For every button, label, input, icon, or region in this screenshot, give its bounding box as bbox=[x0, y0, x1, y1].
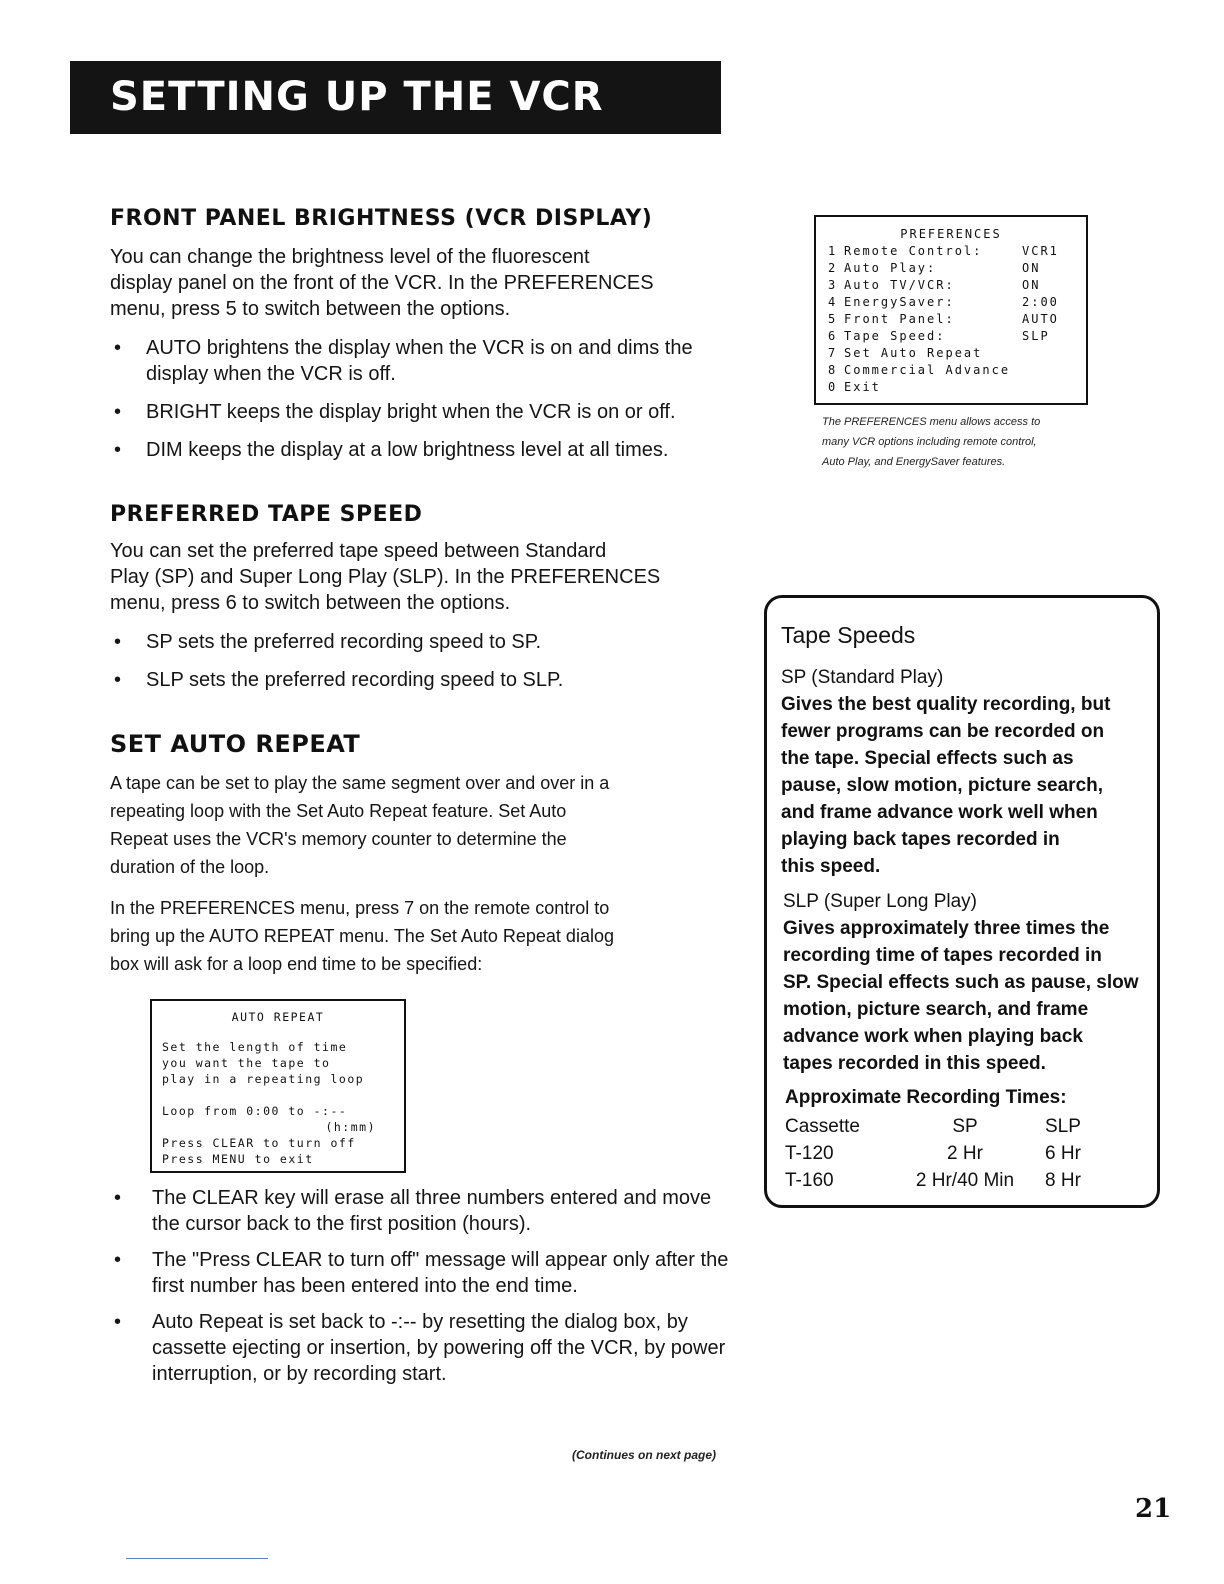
preferences-item-label: Auto TV/VCR: bbox=[844, 278, 955, 292]
auto-repeat-menu-title: AUTO REPEAT bbox=[231, 1010, 325, 1024]
preferences-item-num: 3 bbox=[828, 278, 838, 292]
recording-times-heading: Approximate Recording Times: bbox=[785, 1087, 1067, 1108]
bullet-item: • AUTO brightens the display when the VCR is on and dims the display when the VCR is off. bbox=[110, 335, 706, 387]
preferences-item-label: Commercial Advance bbox=[844, 363, 1011, 377]
preferences-menu-item bbox=[816, 379, 1086, 396]
text-line: You can change the brightness level of the fluorescent bbox=[110, 246, 590, 268]
sp-block bbox=[781, 664, 1141, 880]
text-line: display panel on the front of the VCR. In the PREFERENCES bbox=[110, 272, 654, 294]
slp-heading: SLP (Super Long Play) bbox=[783, 891, 977, 912]
preferences-menu-item bbox=[816, 345, 1086, 362]
preferences-item-num: 2 bbox=[828, 261, 838, 275]
text-line: tapes recorded in this speed. bbox=[783, 1053, 1046, 1074]
front-panel-bullets bbox=[110, 335, 740, 475]
text-line: duration of the loop. bbox=[110, 857, 270, 877]
preferences-item-value: ON bbox=[1022, 278, 1041, 292]
bullet-item: • DIM keeps the display at a low brightness level at all times. bbox=[110, 437, 740, 463]
text-line: You can set the preferred tape speed between Standard bbox=[110, 540, 607, 562]
preferences-menu-item bbox=[816, 311, 1086, 328]
text-line: Repeat uses the VCR's memory counter to determine the bbox=[110, 829, 567, 849]
text-line: motion, picture search, and frame bbox=[783, 999, 1089, 1020]
preferences-item-label: EnergySaver: bbox=[844, 295, 955, 309]
preferences-item-value: VCR1 bbox=[1022, 244, 1059, 258]
continues-note: (Continues on next page) bbox=[572, 1448, 716, 1462]
tape-speed-intro bbox=[110, 538, 660, 616]
preferences-caption bbox=[822, 412, 1072, 472]
front-panel-heading: FRONT PANEL BRIGHTNESS (VCR DISPLAY) bbox=[110, 206, 653, 231]
recording-times-table bbox=[785, 1113, 1115, 1194]
table-cell: T-120 bbox=[785, 1143, 834, 1164]
text-line: pause, slow motion, picture search, bbox=[781, 775, 1104, 796]
table-cell: T-160 bbox=[785, 1170, 834, 1191]
bullet-item: • The "Press CLEAR to turn off" message will appear only after the first number has been entered into the end time. bbox=[110, 1247, 742, 1299]
bullet-item: • The CLEAR key will erase all three numbers entered and move the cursor back to the first position (hours). bbox=[110, 1185, 740, 1237]
preferences-item-label: Set Auto Repeat bbox=[844, 346, 983, 360]
preferences-menu-item bbox=[816, 328, 1086, 345]
tape-speeds-sidebar bbox=[764, 595, 1160, 1208]
unit-line: (h:mm) bbox=[325, 1120, 376, 1134]
text-line: In the PREFERENCES menu, press 7 on the remote control to bbox=[110, 898, 610, 918]
bullet-item: • Auto Repeat is set back to -:-- by resetting the dialog box, by cassette ejecting or insertion, by powering off the VCR, by power interruption, or by recording start. bbox=[110, 1309, 742, 1387]
text-line: Gives approximately three times the bbox=[783, 918, 1110, 939]
preferences-item-num: 7 bbox=[828, 346, 838, 360]
preferences-menu-item bbox=[816, 243, 1086, 260]
sidebar-title: Tape Speeds bbox=[781, 622, 916, 648]
menu-line: you want the tape to bbox=[162, 1056, 331, 1070]
caption-line: many VCR options including remote control, bbox=[822, 436, 1037, 448]
menu-line: Set the length of time bbox=[162, 1040, 348, 1054]
bullet-item: • BRIGHT keeps the display bright when the VCR is on or off. bbox=[110, 399, 740, 425]
preferences-menu-item bbox=[816, 277, 1086, 294]
preferences-item-num: 0 bbox=[828, 380, 838, 394]
table-header-cell: Cassette bbox=[785, 1116, 860, 1137]
preferences-menu-title: PREFERENCES bbox=[900, 227, 1002, 241]
menu-line: play in a repeating loop bbox=[162, 1072, 365, 1086]
text-line: Play (SP) and Super Long Play (SLP). In the PREFERENCES bbox=[110, 566, 661, 588]
text-line: advance work when playing back bbox=[783, 1026, 1083, 1047]
preferences-item-value: AUTO bbox=[1022, 312, 1059, 326]
text-line: repeating loop with the Set Auto Repeat feature. Set Auto bbox=[110, 801, 567, 821]
text-line: menu, press 5 to switch between the options. bbox=[110, 298, 511, 320]
text-line: Gives the best quality recording, but bbox=[781, 694, 1111, 715]
text-line: and frame advance work well when bbox=[781, 802, 1098, 823]
text-line: bring up the AUTO REPEAT menu. The Set Auto Repeat dialog bbox=[110, 926, 614, 946]
text-line: A tape can be set to play the same segment over and over in a bbox=[110, 773, 610, 793]
clear-line: Press CLEAR to turn off bbox=[162, 1136, 356, 1150]
table-cell: 2 Hr bbox=[947, 1143, 983, 1164]
preferences-menu-item bbox=[816, 362, 1086, 379]
preferences-item-label: Auto Play: bbox=[844, 261, 937, 275]
page-number: 21 bbox=[1135, 1494, 1172, 1524]
bullet-item: • SLP sets the preferred recording speed to SLP. bbox=[110, 667, 710, 693]
preferences-menu-screen bbox=[814, 215, 1088, 405]
page-title-banner: SETTING UP THE VCR bbox=[70, 61, 721, 134]
table-row bbox=[785, 1140, 1115, 1167]
auto-repeat-heading: SET AUTO REPEAT bbox=[110, 730, 361, 758]
decorative-rule bbox=[126, 1558, 268, 1559]
table-cell: 6 Hr bbox=[1045, 1143, 1081, 1164]
table-header-row bbox=[785, 1113, 1115, 1140]
front-panel-intro bbox=[110, 244, 654, 322]
table-header-cell: SLP bbox=[1045, 1116, 1081, 1137]
preferences-item-value: SLP bbox=[1022, 329, 1050, 343]
preferences-menu-item bbox=[816, 260, 1086, 277]
preferences-item-value: 2:00 bbox=[1022, 295, 1059, 309]
text-line: the tape. Special effects such as bbox=[781, 748, 1074, 769]
preferences-item-num: 5 bbox=[828, 312, 838, 326]
table-cell: 8 Hr bbox=[1045, 1170, 1081, 1191]
table-cell: 2 Hr/40 Min bbox=[915, 1170, 1015, 1191]
preferences-item-num: 1 bbox=[828, 244, 838, 258]
preferences-item-label: Exit bbox=[844, 380, 881, 394]
preferences-item-label: Front Panel: bbox=[844, 312, 955, 326]
menu-exit-line: Press MENU to exit bbox=[162, 1152, 314, 1166]
preferences-item-label: Remote Control: bbox=[844, 244, 983, 258]
preferences-item-label: Tape Speed: bbox=[844, 329, 946, 343]
preferences-item-num: 8 bbox=[828, 363, 838, 377]
text-line: SP. Special effects such as pause, slow bbox=[783, 972, 1139, 993]
preferences-item-value: ON bbox=[1022, 261, 1041, 275]
tape-speed-heading: PREFERRED TAPE SPEED bbox=[110, 502, 423, 527]
recording-times bbox=[785, 1084, 1115, 1194]
auto-repeat-para1 bbox=[110, 769, 609, 881]
sp-heading: SP (Standard Play) bbox=[781, 667, 944, 688]
text-line: menu, press 6 to switch between the options. bbox=[110, 592, 511, 614]
text-line: this speed. bbox=[781, 856, 881, 877]
auto-repeat-menu-screen bbox=[150, 999, 406, 1173]
text-line: fewer programs can be recorded on bbox=[781, 721, 1105, 742]
auto-repeat-bullets bbox=[110, 1185, 740, 1397]
auto-repeat-para2 bbox=[110, 894, 614, 978]
bullet-item: • SP sets the preferred recording speed to SP. bbox=[110, 629, 710, 655]
text-line: playing back tapes recorded in bbox=[781, 829, 1060, 850]
loop-line: Loop from 0:00 to -:-- bbox=[162, 1104, 348, 1118]
slp-block bbox=[783, 888, 1143, 1077]
preferences-item-num: 6 bbox=[828, 329, 838, 343]
preferences-menu-item bbox=[816, 294, 1086, 311]
caption-line: Auto Play, and EnergySaver features. bbox=[822, 456, 1006, 468]
preferences-item-num: 4 bbox=[828, 295, 838, 309]
table-header-cell: SP bbox=[952, 1116, 978, 1137]
table-row bbox=[785, 1167, 1115, 1194]
caption-line: The PREFERENCES menu allows access to bbox=[822, 416, 1041, 428]
tape-speed-bullets bbox=[110, 629, 710, 705]
text-line: box will ask for a loop end time to be specified: bbox=[110, 954, 483, 974]
text-line: recording time of tapes recorded in bbox=[783, 945, 1102, 966]
